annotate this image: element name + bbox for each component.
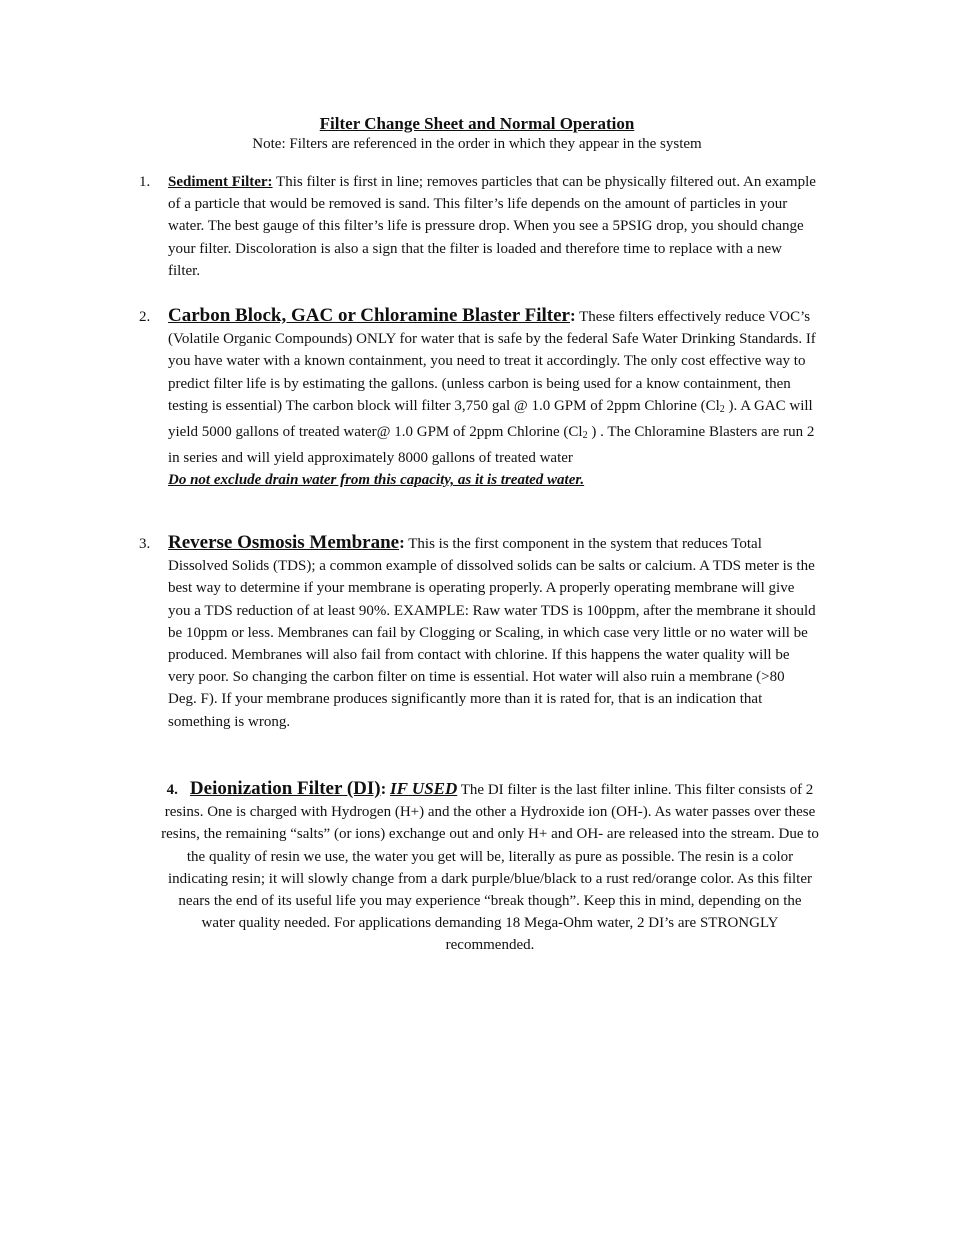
list-item-ro-membrane: [139, 532, 816, 733]
item-number: 4.: [166, 782, 178, 798]
list-item-carbon-filter: [139, 305, 816, 492]
item-body: The DI filter is the last filter inline. This filter consists of 2 resins. One is charged with Hydrogen (H+) and the other a Hydroxide ion (OH-). As water passes over these resins, the remaining “salts” (or ions) exchange out and only H+ and OH- are released into the stream. Due to the quality of resin we use, the water you get will be, literally as pure as possible. The resin is a color indicating resin; it will slowly change from a dark purple/blue/black to a rust red/orange color. As this filter nears the end of its useful life you may experience “break though”. Keep this in mind, depending on the water quality needed. For applications demanding 18 Mega-Ohm water, 2 DI’s are STRONGLY recommended.: [161, 782, 819, 954]
item-warning: Do not exclude drain water from this capacity, as it is treated water.: [168, 472, 585, 489]
item-body: This is the first component in the system that reduces Total Dissolved Solids (TDS); a common example of dissolved solids can be salts or calcium. A TDS meter is the best way to determine if your membrane is operating properly. A properly operating membrane will give you a TDS reduction of at least 90%. EXAMPLE: Raw water TDS is 100ppm, after the membrane it should be 10ppm or less. Membranes can fail by Clogging or Scaling, in which case very little or no water will be produced. Membranes will also fail from contact with chlorine. If this happens the water quality will be very poor. So changing the carbon filter on time is essential. Hot water will also ruin a membrane (>80 Deg. F). If your membrane produces significantly more than it is rated for, that is an indication that something is wrong.: [168, 536, 816, 730]
item-heading-colon: :: [380, 779, 387, 798]
list-item-deionization-filter: [160, 778, 820, 957]
item-body: This filter is first in line; removes particles that can be physically filtered out. An example of a particle that would be removed is sand. This filter’s life depends on the amount of particles in your water. The best gauge of this filter’s life is pressure drop. When you see a 5PSIG drop, you should change your filter. Discoloration is also a sign that the filter is loaded and therefore time to replace with a new filter.: [168, 174, 816, 279]
list-item-sediment-filter: [139, 171, 816, 282]
item-heading-colon: :: [399, 533, 405, 552]
document-title: Filter Change Sheet and Normal Operation: [319, 114, 635, 133]
item-number: 3.: [139, 536, 151, 552]
item-heading: Sediment Filter:: [168, 174, 273, 190]
subscript-two: 2: [582, 430, 588, 442]
item-number: 2.: [139, 309, 151, 325]
item-body: These filters effectively reduce VOC’s (Volatile Organic Compounds) ONLY for water that is safe by the federal Safe Water Drinking Standards. If you have water with a known containment, you need to treat it accordingly. The only cost effective way to predict filter life is by estimating the gallons. (unless carbon is being used for a know containment, then testing is essential) The carbon block will filter 3,750 gal @ 1.0 GPM of 2ppm Chlorine (Cl: [168, 309, 816, 414]
item-number: 1.: [139, 174, 151, 190]
item-body-continued: ). A GAC will yield 5000 gallons of treated water@ 1.0 GPM of 2ppm Chlorine (Cl: [168, 397, 813, 441]
subscript-two: 2: [719, 403, 725, 415]
if-used-label: IF USED: [390, 779, 458, 798]
item-heading-colon: :: [569, 306, 576, 325]
item-body-end: ) . The Chloramine Blasters are run 2 in series and will yield approximately 8000 gallons of treated water: [168, 424, 815, 467]
item-heading: Reverse Osmosis Membrane: [168, 532, 400, 553]
item-heading: Deionization Filter (DI): [189, 778, 381, 799]
item-heading: Carbon Block, GAC or Chloramine Blaster Filter: [168, 305, 570, 326]
document-note: Note: Filters are referenced in the order in which they appear in the system: [252, 136, 702, 152]
